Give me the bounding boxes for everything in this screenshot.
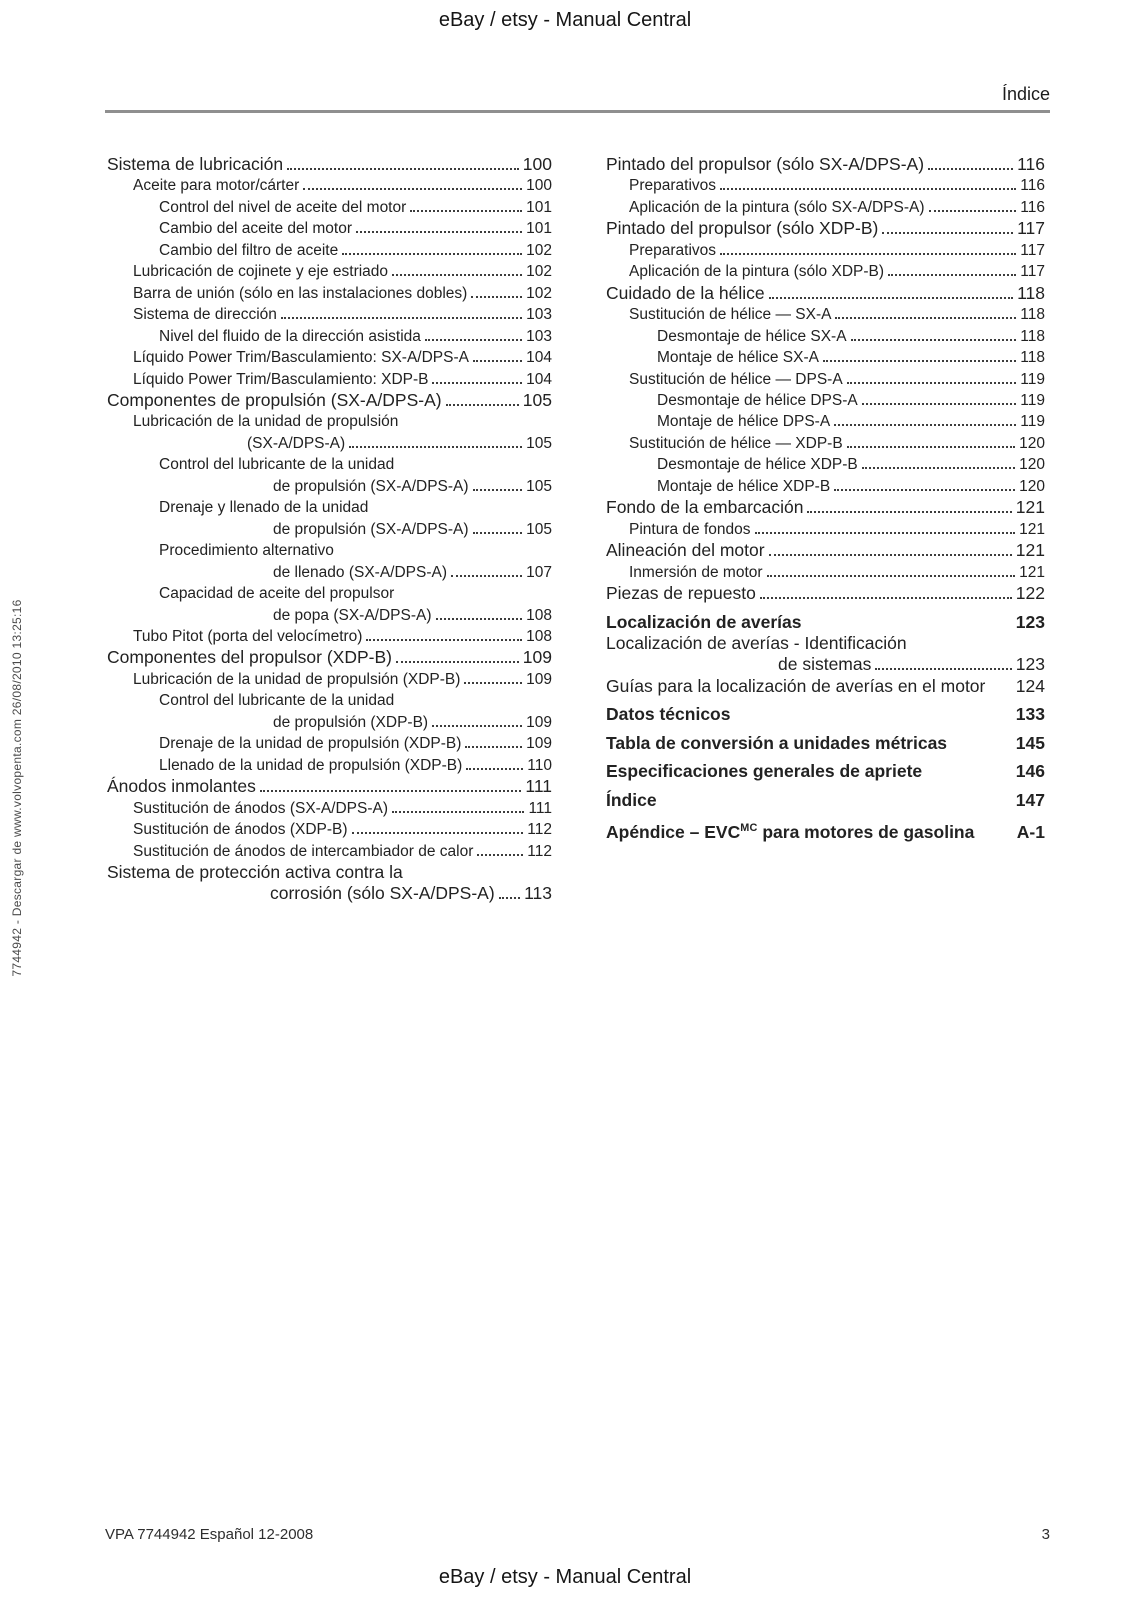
toc-entry	[107, 154, 552, 175]
toc-entry-title: corrosión (sólo SX-A/DPS-A)	[270, 883, 495, 904]
toc-entry	[606, 654, 1045, 675]
toc-entry-page: 119	[1020, 413, 1045, 431]
dot-leader	[451, 575, 522, 577]
toc-entry-title: Localización de averías	[606, 611, 802, 632]
toc-entry-title: Montaje de hélice DPS-A	[657, 413, 831, 431]
dot-leader	[396, 661, 519, 663]
dot-leader	[769, 554, 1012, 556]
header-rule	[105, 110, 1050, 113]
toc-entry	[107, 883, 552, 904]
toc-entry	[107, 776, 552, 797]
toc-entry-title: Tabla de conversión a unidades métricas	[606, 732, 948, 753]
toc-entry-page: 111	[525, 776, 552, 797]
dot-leader	[465, 746, 522, 748]
dot-leader	[425, 339, 522, 341]
toc-entry	[107, 712, 552, 733]
toc-entry	[107, 755, 552, 776]
watermark-sidebar-text: 7744942 - Descargar de www.volvopenta.com 26/08/2010 13:25:16	[10, 599, 24, 977]
dot-leader	[755, 532, 1016, 534]
toc-entry-title: de propulsión (SX-A/DPS-A)	[273, 477, 469, 495]
toc-entry	[107, 540, 552, 561]
toc-entry-page: 105	[526, 434, 552, 452]
dot-leader	[471, 296, 522, 298]
toc-entry-page: 145	[1015, 732, 1045, 753]
toc-entry	[107, 690, 552, 711]
dot-leader	[882, 232, 1013, 234]
toc-entry-title: Sustitución de ánodos (SX-A/DPS-A)	[133, 799, 389, 817]
dot-leader	[366, 639, 522, 641]
dot-leader	[349, 446, 522, 448]
toc-entry-page: 103	[526, 306, 552, 324]
dot-leader	[862, 403, 1017, 405]
toc-entry-title: Especificaciones generales de apriete	[606, 761, 923, 782]
toc-entry-title: Cambio del aceite del motor	[159, 220, 352, 238]
toc-entry-page: 120	[1019, 434, 1045, 452]
toc-entry-page: 109	[526, 670, 552, 688]
dot-leader	[847, 382, 1017, 384]
toc-entry-page: 105	[526, 477, 552, 495]
toc-entry	[107, 733, 552, 754]
indice-section-heading: Índice	[1001, 84, 1050, 104]
toc-entry-page: 119	[1020, 391, 1045, 409]
toc-entry-page: 116	[1020, 198, 1045, 216]
toc-entry-title: Desmontaje de hélice XDP-B	[657, 456, 858, 474]
toc-entry-title: Aplicación de la pintura (sólo SX-A/DPS-A)	[629, 198, 925, 216]
toc-entry	[107, 326, 552, 347]
toc-entry-page: 123	[1015, 611, 1045, 632]
toc-entry-title: Sistema de protección activa contra la	[107, 861, 403, 882]
dot-leader	[862, 467, 1015, 469]
toc-entry-title: Control del lubricante de la unidad	[159, 456, 395, 474]
toc-entry	[107, 390, 552, 411]
toc-entry-page: 109	[526, 735, 552, 753]
toc-entry	[107, 605, 552, 626]
toc-entry	[107, 562, 552, 583]
toc-entry-title: Capacidad de aceite del propulsor	[159, 585, 395, 603]
dot-leader	[834, 424, 1016, 426]
toc-entry-title: Localización de averías - Identificación	[606, 632, 907, 653]
toc-entry-title: Sustitución de ánodos de intercambiador de calor	[133, 842, 474, 860]
toc-entry-title: Tubo Pitot (porta del velocímetro)	[133, 627, 363, 645]
toc-entry	[606, 733, 1045, 754]
toc-entry	[606, 240, 1045, 261]
dot-leader	[851, 339, 1017, 341]
toc-entry	[606, 633, 1045, 654]
toc-entry-page: 117	[1017, 218, 1045, 239]
toc-entry-title: Sistema de dirección	[133, 306, 277, 324]
toc-entry-title: Sistema de lubricación	[107, 154, 284, 174]
toc-entry-page: 113	[524, 883, 552, 904]
toc-entry-title: Ánodos inmolantes	[107, 776, 256, 797]
toc-entry-title: Control del nivel de aceite del motor	[159, 198, 407, 216]
page-footer	[105, 1526, 1050, 1543]
toc-entry	[606, 612, 1045, 633]
toc-entry-title: Control del lubricante de la unidad	[159, 692, 395, 710]
dot-leader	[303, 188, 522, 190]
toc-entry-page: 100	[522, 154, 552, 174]
dot-leader	[875, 668, 1011, 670]
dot-leader	[835, 317, 1016, 319]
toc-entry-title: Sustitución de hélice — SX-A	[629, 306, 832, 324]
dot-leader	[888, 274, 1016, 276]
toc-entry-title: Cuidado de la hélice	[606, 282, 765, 303]
toc-entry	[107, 433, 552, 454]
toc-entry-page: A-1	[1016, 821, 1045, 842]
toc-entry	[107, 218, 552, 239]
dot-leader	[760, 597, 1012, 599]
toc-entry	[606, 175, 1045, 196]
footer-doc-id: VPA 7744942 Español 12-2008	[105, 1526, 314, 1543]
toc-entry-page: 100	[526, 177, 552, 195]
toc-entry-title: Piezas de repuesto	[606, 583, 756, 604]
toc-entry	[107, 841, 552, 862]
toc-entry-title: Aceite para motor/cárter	[133, 177, 300, 195]
toc-entry-page: 117	[1020, 241, 1045, 259]
toc-entry-page: 103	[526, 327, 552, 345]
toc-entry-page: 102	[526, 284, 552, 302]
toc-entry	[107, 476, 552, 497]
toc-entry-page: 119	[1020, 370, 1045, 388]
toc-entry-page: 118	[1020, 349, 1045, 367]
toc-entry	[606, 433, 1045, 454]
toc-entry	[606, 676, 1045, 697]
dot-leader	[432, 725, 522, 727]
toc-entry-title: Inmersión de motor	[629, 563, 763, 581]
toc-entry-page: 133	[1015, 704, 1045, 725]
toc-entry-page: 118	[1017, 282, 1045, 303]
dot-leader	[356, 231, 522, 233]
toc-entry	[606, 519, 1045, 540]
toc-entry-title: (SX-A/DPS-A)	[247, 434, 346, 452]
toc-entry-title: Drenaje de la unidad de propulsión (XDP-B)	[159, 735, 462, 753]
toc-entry-page: 124	[1015, 675, 1045, 696]
toc-entry-page: 117	[1020, 263, 1045, 281]
toc-entry-title: Lubricación de la unidad de propulsión (XDP-B)	[133, 670, 461, 688]
toc-entry-page: 110	[527, 756, 552, 774]
dot-leader	[410, 210, 522, 212]
dot-leader	[473, 360, 522, 362]
footer-page-number: 3	[1041, 1526, 1050, 1543]
bottom-title: eBay / etsy - Manual Central	[438, 1566, 692, 1588]
toc-entry	[107, 283, 552, 304]
toc-entry-page: 123	[1015, 654, 1045, 675]
toc-entry-title: Nivel del fluido de la dirección asistida	[159, 327, 421, 345]
toc-entry	[107, 798, 552, 819]
toc-entry-title: Pintura de fondos	[629, 520, 751, 538]
toc-entry	[606, 704, 1045, 725]
dot-leader	[436, 618, 523, 620]
toc-entry-title: Componentes de propulsión (SX-A/DPS-A)	[107, 389, 442, 410]
toc-entry	[107, 347, 552, 368]
toc-entry-page: 122	[1015, 583, 1045, 604]
toc-right-column	[606, 154, 1045, 843]
toc-entry	[606, 390, 1045, 411]
toc-entry	[107, 583, 552, 604]
toc-entry-title: Desmontaje de hélice SX-A	[657, 327, 847, 345]
toc-entry-title: de popa (SX-A/DPS-A)	[273, 606, 432, 624]
toc-entry-page: 108	[526, 627, 552, 645]
toc-entry-page: 120	[1019, 456, 1045, 474]
toc-entry-title: Apéndice – $EVC^{MC}$ para motores de gasolina	[606, 821, 975, 842]
toc-entry-page: 108	[526, 606, 552, 624]
dot-leader	[499, 897, 520, 899]
toc-entry	[107, 647, 552, 668]
toc-entry	[606, 540, 1045, 561]
toc-entry	[107, 261, 552, 282]
toc-entry-title: Barra de unión (sólo en las instalaciones dobles)	[133, 284, 468, 302]
toc-entry	[606, 304, 1045, 325]
toc-entry-title: Lubricación de cojinete y eje estriado	[133, 263, 389, 281]
toc-entry-page: 109	[522, 647, 552, 668]
toc-entry-title: Montaje de hélice SX-A	[657, 349, 819, 367]
dot-leader	[260, 790, 522, 792]
toc-entry	[606, 411, 1045, 432]
toc-entry-page: 104	[526, 370, 552, 388]
toc-entry-page: 116	[1020, 177, 1045, 195]
dot-leader	[928, 168, 1013, 170]
toc-entry	[107, 497, 552, 518]
superscript-label: MC	[740, 822, 758, 835]
toc-entry-title: Alineación del motor	[606, 540, 765, 561]
toc-entry-page: 102	[526, 241, 552, 259]
dot-leader	[834, 489, 1015, 491]
toc-entry	[606, 790, 1045, 811]
toc-entry-page: 109	[526, 713, 552, 731]
toc-entry	[107, 304, 552, 325]
toc-entry-page: 112	[527, 821, 552, 839]
toc-entry-title: de propulsión (SX-A/DPS-A)	[273, 520, 469, 538]
toc-entry-page: 121	[1015, 540, 1045, 561]
dot-leader	[432, 382, 522, 384]
dot-leader	[473, 489, 523, 491]
toc-entry	[107, 454, 552, 475]
toc-entry-title: Líquido Power Trim/Basculamiento: SX-A/DPS-A	[133, 349, 469, 367]
toc-entry	[107, 175, 552, 196]
header-title: eBay / etsy - Manual Central	[438, 9, 692, 31]
toc-entry-title: Líquido Power Trim/Basculamiento: XDP-B	[133, 370, 429, 388]
toc-entry-title: Preparativos	[629, 177, 717, 195]
toc-entry	[606, 347, 1045, 368]
toc-entry-title: Desmontaje de hélice DPS-A	[657, 391, 858, 409]
dot-leader	[477, 854, 523, 856]
toc-entry-title: Lubricación de la unidad de propulsión	[133, 413, 399, 431]
toc-entry-title: Índice	[606, 789, 657, 810]
toc-entry	[606, 283, 1045, 304]
toc-entry-page: 116	[1017, 154, 1045, 174]
toc-entry	[606, 454, 1045, 475]
toc-entry-page: 120	[1019, 477, 1045, 495]
toc-entry-page: 112	[527, 842, 552, 860]
toc-entry	[606, 326, 1045, 347]
dot-leader	[769, 297, 1014, 299]
dot-leader	[929, 210, 1017, 212]
toc-entry-page: 105	[522, 389, 552, 410]
dot-leader	[392, 274, 522, 276]
toc-entry	[107, 197, 552, 218]
toc-entry	[606, 562, 1045, 583]
toc-entry	[107, 369, 552, 390]
toc-entry-page: 107	[526, 563, 552, 581]
toc-entry-page: 102	[526, 263, 552, 281]
toc-entry-title: Cambio del filtro de aceite	[159, 241, 339, 259]
dot-leader	[446, 404, 519, 406]
toc-entry	[107, 240, 552, 261]
dot-leader	[807, 511, 1011, 513]
toc-entry	[606, 583, 1045, 604]
toc-entry	[606, 369, 1045, 390]
dot-leader	[466, 768, 523, 770]
toc-entry-title: Pintado del propulsor (sólo XDP-B)	[606, 218, 879, 239]
toc-entry	[107, 669, 552, 690]
toc-entry-page: 101	[526, 198, 552, 216]
toc-entry-page: 111	[528, 799, 552, 817]
toc-entry-title: de propulsión (XDP-B)	[273, 713, 429, 731]
toc-entry-page: 121	[1019, 563, 1045, 581]
toc-left-column	[107, 154, 552, 905]
toc-entry	[107, 626, 552, 647]
toc-entry-title: de sistemas	[778, 654, 872, 675]
dot-leader	[720, 188, 1016, 190]
dot-leader	[352, 832, 524, 834]
toc-entry-page: 121	[1015, 497, 1045, 518]
toc-entry-page: 105	[526, 520, 552, 538]
dot-leader	[720, 253, 1016, 255]
toc-entry-page: 121	[1019, 520, 1045, 538]
toc-entry-title: Drenaje y llenado de la unidad	[159, 499, 369, 517]
toc-entry-title: Sustitución de ánodos (XDP-B)	[133, 821, 348, 839]
toc-entry-page: 104	[526, 349, 552, 367]
dot-leader	[464, 682, 522, 684]
toc-entry	[606, 218, 1045, 239]
toc-entry-title: Procedimiento alternativo	[159, 542, 334, 560]
toc-entry	[107, 519, 552, 540]
dot-leader	[281, 317, 522, 319]
toc-entry-page: 101	[526, 220, 552, 238]
toc-entry-title: Pintado del propulsor (sólo SX-A/DPS-A)	[606, 154, 925, 174]
toc-entry	[606, 261, 1045, 282]
toc-entry-title: Sustitución de hélice — DPS-A	[629, 370, 843, 388]
toc-entry-page: 147	[1015, 789, 1045, 810]
dot-leader	[342, 253, 522, 255]
toc-entry-title: Sustitución de hélice — XDP-B	[629, 434, 843, 452]
toc-entry	[606, 154, 1045, 175]
toc-entry	[606, 197, 1045, 218]
toc-entry	[107, 411, 552, 432]
toc-entry-title: Preparativos	[629, 241, 717, 259]
dot-leader	[767, 575, 1016, 577]
toc-entry-page: 118	[1020, 306, 1045, 324]
dot-leader	[823, 360, 1016, 362]
toc-entry	[606, 761, 1045, 782]
dot-leader	[473, 532, 523, 534]
toc-entry-title: Datos técnicos	[606, 704, 731, 725]
toc-entry	[606, 818, 1045, 843]
toc-entry	[606, 497, 1045, 518]
toc-entry-title: Llenado de la unidad de propulsión (XDP-B)	[159, 756, 463, 774]
toc-entry-title: Guías para la localización de averías en el motor	[606, 675, 986, 696]
dot-leader	[392, 811, 524, 813]
toc-entry-page: 146	[1015, 761, 1045, 782]
toc-entry	[606, 476, 1045, 497]
toc-entry-title: de llenado (SX-A/DPS-A)	[273, 563, 448, 581]
toc-entry-title: Fondo de la embarcación	[606, 497, 804, 518]
toc-entry	[107, 819, 552, 840]
toc-entry-title: Componentes del propulsor (XDP-B)	[107, 647, 392, 668]
toc-entry	[107, 862, 552, 883]
toc-entry-title: Montaje de hélice XDP-B	[657, 477, 831, 495]
dot-leader	[287, 168, 519, 170]
toc-entry-title: Aplicación de la pintura (sólo XDP-B)	[629, 263, 885, 281]
dot-leader	[847, 446, 1015, 448]
toc-entry-page: 118	[1020, 327, 1045, 345]
